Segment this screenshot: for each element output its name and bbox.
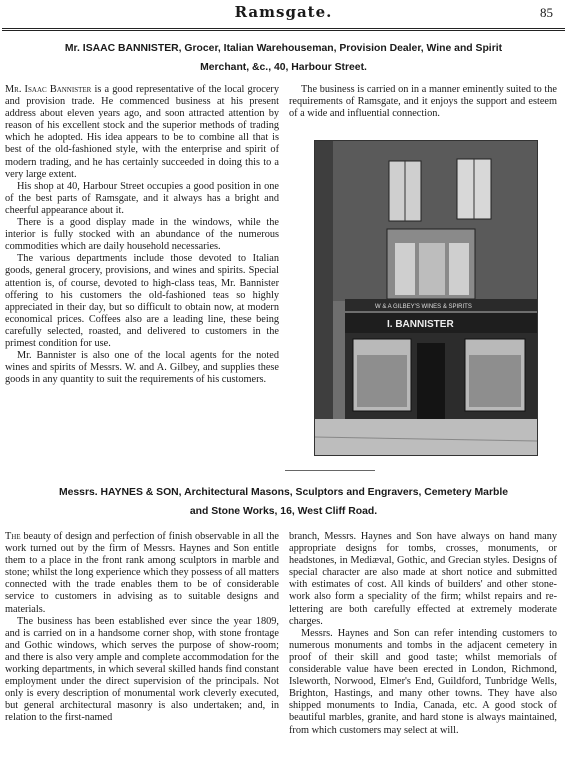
section-divider bbox=[285, 470, 375, 471]
paragraph: The business has been established ever since the year 1809, and is carried on in a handsome corner shop, with stone frontage and Gothic windows, which serves the purpose of show-room; and there is also very ample and complete accommodation for the working departments, in which several skilled hands find constant employment under the direct supervision of the principals. Not only is every description of monumental work cleverly executed, but general architectural masonry is also undertaken; and, in relation to the first-named bbox=[5, 615, 279, 724]
page-header bbox=[8, 2, 559, 26]
shopfront-illustration bbox=[315, 141, 537, 455]
haynes-right-column bbox=[289, 531, 557, 737]
paragraph: The various departments include those devoted to Italian goods, general grocery, provisions, and wines and spirits. Special attention is, of course, devoted to high-class teas, Mr. Bannister offering to his customers the old-fashioned teas so highly appreciated in their day, but so difficult to obtain now, at modern economical prices. Coffees also are a leading line, these being carefully selected, roasted, and delivered to customers in the primest condition for use. bbox=[5, 253, 279, 349]
running-title: Ramsgate. bbox=[234, 3, 333, 21]
page-number: 85 bbox=[540, 5, 553, 20]
haynes-heading: Messrs. HAYNES & SON, Architectural Masons, Sculptors and Engravers, Cemetery Marble and Stone Works, 16, West Cliff Road. bbox=[58, 487, 509, 517]
haynes-left-column bbox=[5, 531, 279, 725]
upper-shop-sign: W & A GILBEY'S WINES & SPIRITS bbox=[375, 304, 472, 310]
main-shop-sign: I. BANNISTER bbox=[387, 319, 454, 330]
bannister-heading: Mr. ISAAC BANNISTER, Grocer, Italian Warehouseman, Provision Dealer, Wine and Spirit Merchant, &c., 40, Harbour Street. bbox=[64, 43, 503, 73]
bannister-right-column bbox=[289, 84, 557, 120]
paragraph: Messrs. Haynes and Son can refer intending customers to numerous monuments and tombs in the adjacent cemetery in proof of their skill and good taste; whilst memorials of considerable value have been erected in London, Richmond, Isleworth, Norwood, Elmer's End, Guildford, Tunbridge Wells, Brighton, Hastings, and many other towns. They have also shipped monuments to India, Canada, etc. A good stock of beautiful marbles, granite, and hard stone is always maintained, from which customers may select at will. bbox=[289, 627, 557, 736]
bannister-left-column bbox=[5, 84, 279, 386]
paragraph: The beauty of design and perfection of finish observable in all the work turned out by the firm of Messrs. Haynes and Son entitle them to a place in the front rank among sculptors in marble and stone; whilst the long experience which they possess of all matters connected with the trade enables them to be of considerable service to customers in advising as to suitable designs and materials. bbox=[5, 531, 279, 615]
paragraph: Mr. Isaac Bannister is a good representative of the local grocery and provision trade. He commenced business at his present address about eleven years ago, and soon attracted attention by reason of his excellent stock and the superior methods of trading which he adopted. His idea appears to be to combine all that is best of the old-fashioned style, with the enterprise and spirit of modern trading, and he has certainly succeeded in doing this to a very large extent. bbox=[5, 84, 279, 180]
paragraph: His shop at 40, Harbour Street occupies a good position in one of the best parts of Ramsgate, and it always has a bright and cheerful appearance about it. bbox=[5, 180, 279, 216]
shopfront-photo bbox=[314, 140, 538, 456]
header-rule bbox=[2, 28, 565, 31]
paragraph: branch, Messrs. Haynes and Son have always on hand many appropriate designs for tombs, crosses, monuments, or headstones, in Mediæval, Gothic, and Grecian styles. Designs of special character are also made at short notice and submitted with estimates of cost. All kinds of builders' and other stone-work also form a speciality of the firm; whilst repairs and re-lettering are both carefully effected at extremely moderate charges. bbox=[289, 531, 557, 627]
paragraph: There is a good display made in the windows, while the interior is fully stocked with an abundance of the numerous commodities which are daily household necessaries. bbox=[5, 217, 279, 253]
paragraph: The business is carried on in a manner eminently suited to the requirements of Ramsgate, and it enjoys the support and esteem of a wide and influential connection. bbox=[289, 84, 557, 120]
paragraph: Mr. Bannister is also one of the local agents for the noted wines and spirits of Messrs. W. and A. Gilbey, and supplies these goods in any quantity to suit the requirements of his customers. bbox=[5, 350, 279, 386]
